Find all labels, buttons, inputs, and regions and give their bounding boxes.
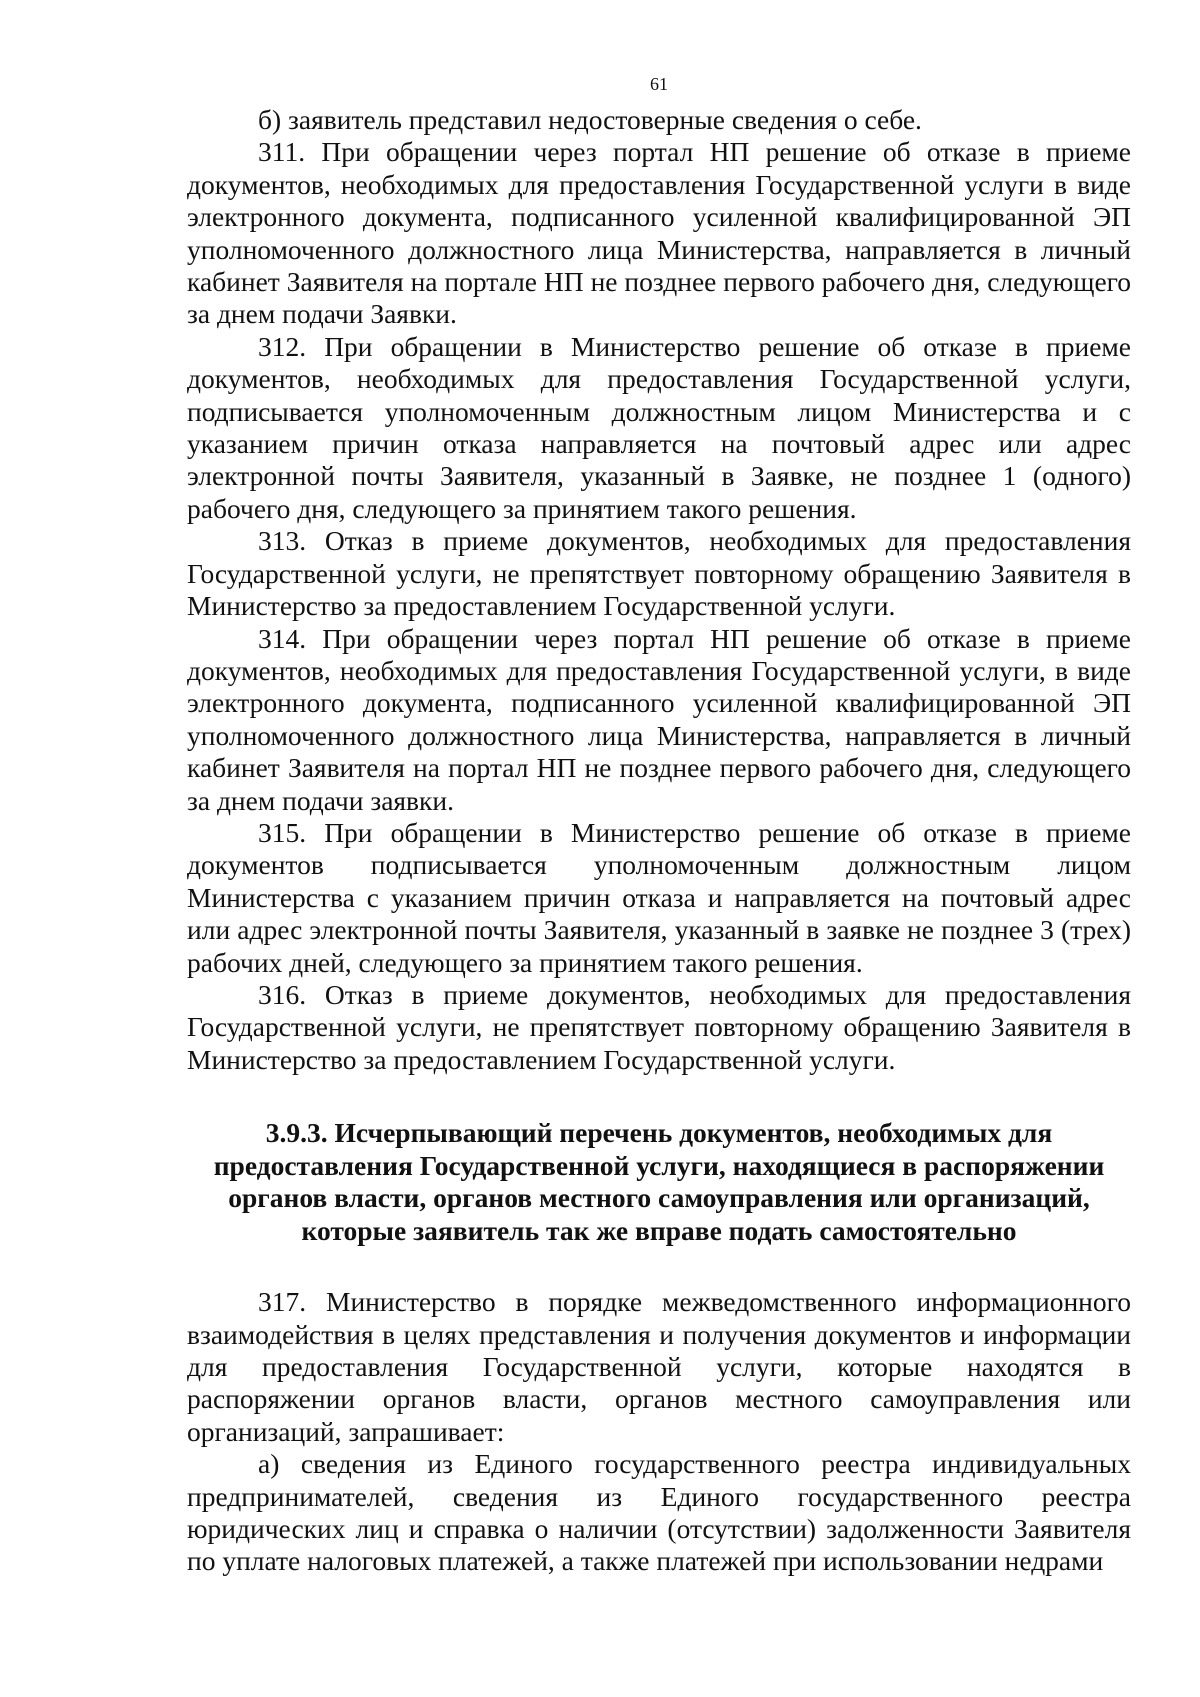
paragraph-text: Министерство в порядке межведомственного информационного взаимодействия в целях представления и получения документов и информации для предоставления Государственной услуги, которые находятся в распоряжении органов власти, органов местного самоуправления или организаций, запрашивает: bbox=[187, 1286, 1131, 1447]
paragraph-314 bbox=[187, 623, 1131, 817]
paragraph-312 bbox=[187, 331, 1131, 525]
heading-line: органов власти, органов местного самоуправления или организаций, bbox=[228, 1182, 1090, 1214]
paragraph-text: Отказ в приеме документов, необходимых для предоставления Государственной услуги, не препятствует повторному обращению Заявителя в Министерство за предоставлением Государственной услуги. bbox=[187, 978, 1131, 1075]
paragraph-number: 313. bbox=[258, 525, 307, 557]
paragraph-text: При обращении через портал НП решение об отказе в приеме документов, необходимых для предоставления Государственной услуги, в виде электронного документа, подписанного усиленной квалифицированной ЭП уполномоченного должностного лица Министерства, направляется в личный кабинет Заявителя на портал НП не позднее первого рабочего дня, следующего за днем подачи заявки. bbox=[187, 622, 1131, 816]
paragraph-311 bbox=[187, 136, 1131, 330]
paragraph-number: 312. bbox=[258, 330, 307, 362]
list-item-b bbox=[187, 104, 1131, 136]
heading-line: которые заявитель так же вправе подать самостоятельно bbox=[301, 1214, 1017, 1246]
paragraph-315 bbox=[187, 817, 1131, 979]
paragraph-text: а) сведения из Единого государственного реестра индивидуальных предпринимателей, сведения из Единого государственного реестра юридических лиц и справка о наличии (отсутствии) задолженности Заявителя по уплате налоговых платежей, а также платежей при использовании недрами bbox=[187, 1448, 1131, 1577]
paragraph-number: 316. bbox=[258, 978, 307, 1010]
heading-line: предоставления Государственной услуги, находящиеся в распоряжении bbox=[213, 1149, 1105, 1181]
paragraph-number: 317. bbox=[258, 1286, 307, 1318]
paragraph-number: 311. bbox=[258, 136, 306, 168]
paragraph-313 bbox=[187, 525, 1131, 622]
list-item-a bbox=[187, 1448, 1131, 1578]
paragraph-text: б) заявитель представил недостоверные сведения о себе. bbox=[258, 104, 922, 135]
paragraph-text: При обращении в Министерство решение об отказе в приеме документов подписывается уполномоченным должностным лицом Министерства с указанием причин отказа и направляется на почтовый адрес или адрес электронной почты Заявителя, указанный в заявке не позднее 3 (трех) рабочих дней, следующего за принятием такого решения. bbox=[187, 816, 1132, 978]
section-heading-3-9-3 bbox=[187, 1117, 1131, 1247]
paragraph-316 bbox=[187, 979, 1131, 1076]
paragraph-text: При обращении в Министерство решение об отказе в приеме документов, необходимых для предоставления Государственной услуги, подписывается уполномоченным должностным лицом Министерства и с указанием причин отказа направляется на почтовый адрес или адрес электронной почты Заявителя, указанный в Заявке, не позднее 1 (одного) рабочего дня, следующего за принятием такого решения. bbox=[187, 330, 1132, 524]
paragraph-text: При обращении через портал НП решение об отказе в приеме документов, необходимых для предоставления Государственной услуги в виде электронного документа, подписанного усиленной квалифицированной ЭП уполномоченного должностного лица Министерства, направляется в личный кабинет Заявителя на портале НП не позднее первого рабочего дня, следующего за днем подачи Заявки. bbox=[187, 136, 1132, 330]
heading-line: 3.9.3. Исчерпывающий перечень документов, необходимых для bbox=[265, 1117, 1053, 1149]
page-number: 61 bbox=[650, 74, 668, 94]
paragraph-text: Отказ в приеме документов, необходимых для предоставления Государственной услуги, не препятствует повторному обращению Заявителя в Министерство за предоставлением Государственной услуги. bbox=[187, 525, 1131, 622]
document-page bbox=[187, 72, 1131, 1578]
paragraph-number: 315. bbox=[258, 816, 307, 848]
paragraph-317 bbox=[187, 1286, 1131, 1448]
paragraph-number: 314. bbox=[258, 622, 307, 654]
